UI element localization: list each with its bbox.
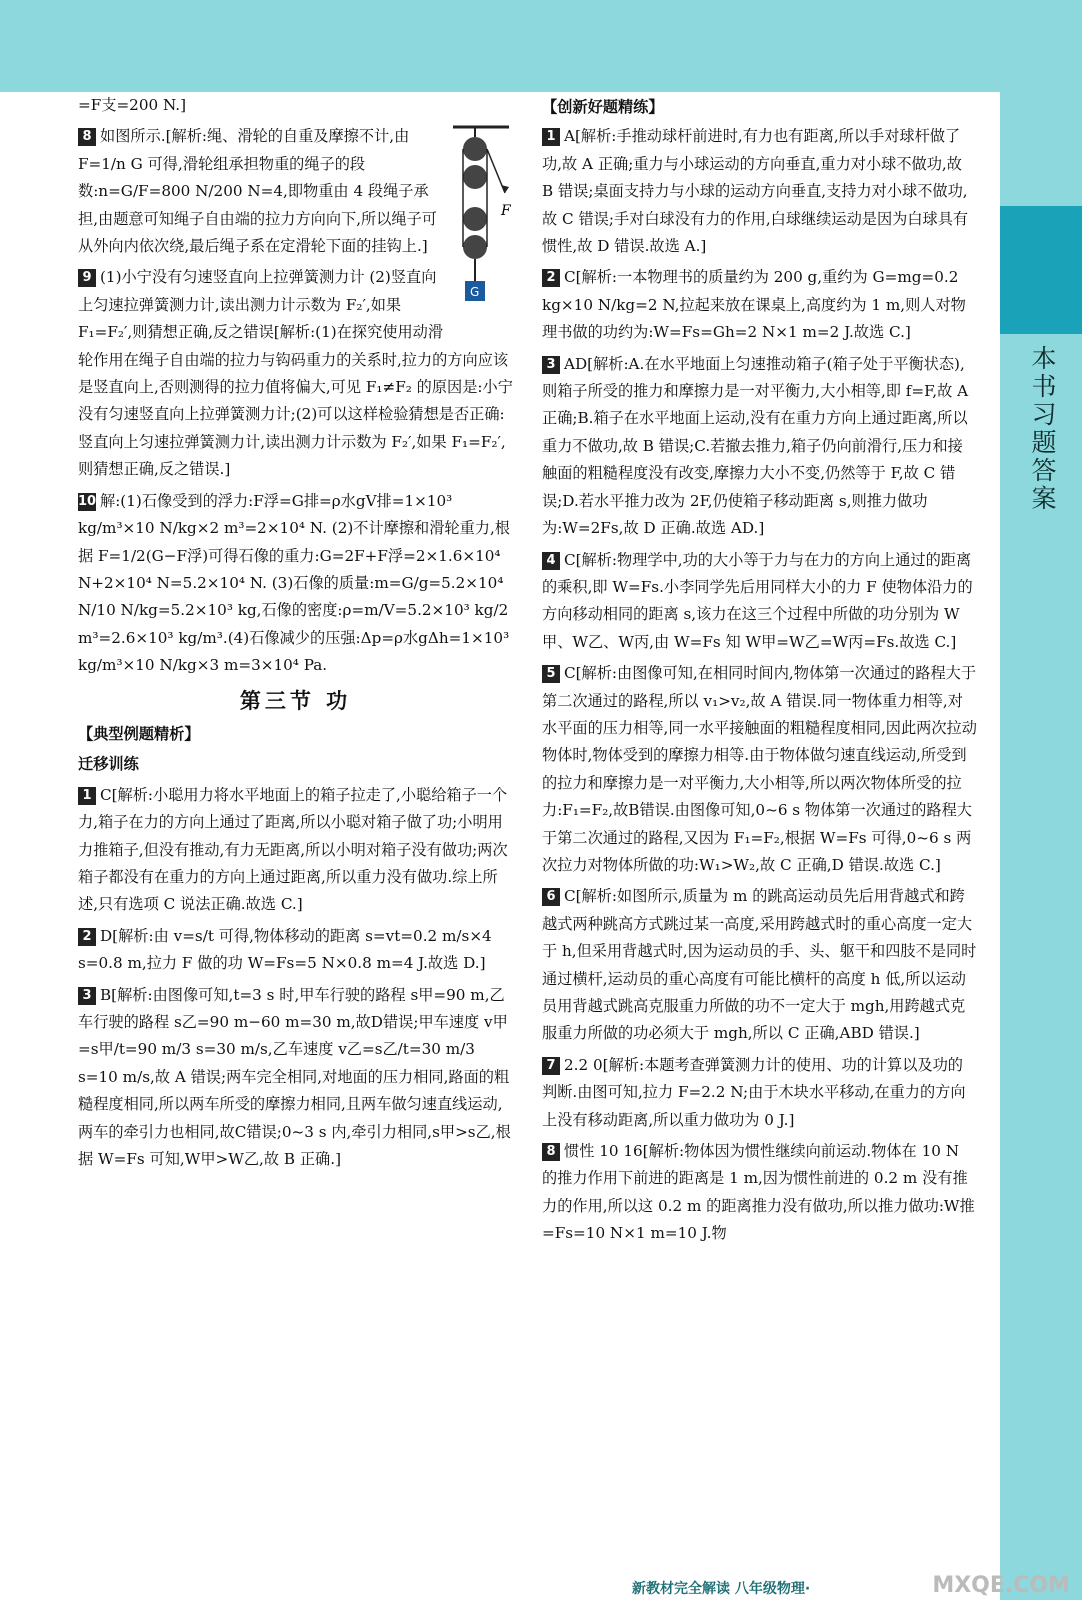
- practice-4: [542, 547, 977, 657]
- practice-8: [542, 1138, 977, 1248]
- transfer-3: [78, 982, 513, 1174]
- question-number: 9: [78, 269, 96, 287]
- question-number: 8: [78, 128, 96, 146]
- question-text: 2.2 0[解析:本题考查弹簧测力计的使用、功的计算以及功的判断.由图可知,拉力 F=2.2 N;由于木块水平移动,在重力的方向上没有移动距离,所以重力做功为 0 J.]: [542, 1055, 966, 1129]
- svg-text:G: G: [470, 285, 480, 300]
- practice-3: [542, 351, 977, 543]
- pulley-diagram: [449, 123, 513, 315]
- question-text: B[解析:由图像可知,t=3 s 时,甲车行驶的路程 s甲=90 m,乙车行驶的路程 s乙=90 m−60 m=30 m,故D错误;甲车速度 v甲=s甲/t=90 m/3 s=30 m/s,乙车速度 v乙=s乙/t=30 m/3 s=10 m/s,故 A 错误;两车完全相同,对地面的压力相同,路面的粗糙程度相同,所以两车所受的摩擦力相同,且两车做匀速直线运动,两车的牵引力也相同,故C错误;0~3 s 内,牵引力相同,s甲>s乙,根据 W=Fs 可知,W甲>W乙,故 B 正确.]: [78, 985, 511, 1169]
- section-title: 第三节 功: [239, 688, 352, 713]
- transfer-1: [78, 782, 513, 919]
- practice-1: [542, 123, 977, 260]
- question-10: [78, 488, 513, 680]
- question-number: 1: [542, 128, 560, 146]
- top-band: [0, 0, 1082, 92]
- question-text: 惯性 10 16[解析:物体因为惯性继续向前运动.物体在 10 N 的推力作用下前进的距离是 1 m,因为惯性前进的 0.2 m 没有推力的作用,所以这 0.2 m 的距离推力没有做功,所以推力做功:W推=Fs=10 N×1 m=10 J.物: [542, 1142, 975, 1243]
- question-number: 2: [78, 928, 96, 946]
- question-number: 10: [78, 493, 97, 509]
- right-column: [542, 92, 977, 1252]
- question-number: 8: [542, 1143, 560, 1161]
- practice-7: [542, 1052, 977, 1134]
- svg-text:F: F: [501, 203, 511, 220]
- watermark: MXQE.COM: [932, 1573, 1070, 1598]
- question-number: 2: [542, 269, 560, 287]
- page: [66, 92, 1000, 1578]
- question-text: C[解析:由图像可知,在相同时间内,物体第一次通过的路程大于第二次通过的路程,所以 v₁>v₂,故 A 错误.同一物体重力相等,对水平面的压力相等,同一水平接触面的粗糙程度相同,因此两次拉动物体时,物体受到的摩擦力相等.由于物体做匀速直线运动,所受到的拉力和摩擦力是一对平衡力,大小相等,所以两次物体所受的拉力:F₁=F₂,故B错误.由图像可知,0~6 s 物体第一次通过的路程大于第二次通过的路程,又因为 F₁=F₂,根据 W=Fs 可得,0~6 s 两次拉力对物体所做的功:W₁>W₂,故 C 正确,D 错误.故选 C.]: [542, 664, 977, 874]
- question-number: 3: [78, 987, 96, 1005]
- question-number: 5: [542, 665, 560, 683]
- question-text: C[解析:一本物理书的质量约为 200 g,重约为 G=mg=0.2 kg×10 N/kg=2 N,拉起来放在课桌上,高度约为 1 m,则人对物理书做的功约为:W=Fs=Gh=2 N×1 m=2 J.故选 C.]: [542, 268, 966, 342]
- left-column: [78, 92, 513, 1177]
- question-text: D[解析:由 v=s/t 可得,物体移动的距离 s=vt=0.2 m/s×4 s=0.8 m,拉力 F 做的功 W=Fs=5 N×0.8 m=4 J.故选 D.]: [78, 926, 492, 973]
- question-number: 4: [542, 552, 560, 570]
- question-number: 6: [542, 888, 560, 906]
- side-label: 本书习题答案: [1028, 345, 1057, 513]
- question-text: C[解析:物理学中,功的大小等于力与在力的方向上通过的距离的乘积,即 W=Fs.小李同学先后用同样大小的力 F 使物体沿力的方向移动相同的距离 s,该力在这三个过程中所做的功分别为 W甲、W乙、W丙,由 W=Fs 知 W甲=W乙=W丙=Fs.故选 C.]: [542, 550, 973, 651]
- question-8: [78, 123, 513, 300]
- side-tab: [1000, 206, 1082, 334]
- transfer-2: [78, 923, 513, 978]
- question-number: 3: [542, 356, 560, 374]
- question-number: 1: [78, 787, 96, 805]
- question-text: AD[解析:A.在水平地面上匀速推动箱子(箱子处于平衡状态),则箱子所受的推力和摩擦力是一对平衡力,大小相等,即 f=F,故 A 正确;B.箱子在水平地面上运动,没有在重力方向上通过距离,所以重力不做功,故 B 错误;C.若撤去推力,箱子仍向前滑行,压力和接触面的粗糙程度没有改变,摩擦力大小不变,仍然等于 F,故 C 错误;D.若水平推力改为 2F,仍使箱子移动距离 s,则推力做功为:W=2Fs,故 D 正确.故选 AD.]: [542, 354, 969, 538]
- question-text: C[解析:如图所示,质量为 m 的跳高运动员先后用背越式和跨越式两种跳高方式跳过某一高度,采用跨越式时的重心高度一定大于 h,但采用背越式时,因为运动员的手、头、躯干和四肢不是同时通过横杆,运动员的重心高度有可能比横杆的高度 h 低,所以运动员用背越式跳高克服重力所做的功不一定大于 mgh,用跨越式克服重力所做的功必须大于 mgh,所以 C 正确,ABD 错误.]: [542, 887, 977, 1043]
- question-text: (1)小宁没有匀速竖直向上拉弹簧测力计 (2)竖直向上匀速拉弹簧测力计,读出测力计示数为 F₂′,如果 F₁=F₂′,则猜想正确,反之错误[解析:(1)在探究使用动滑轮作用在绳子自由端的拉力与钩码重力的关系时,拉力的方向应该是竖直向上,否则测得的拉力值将偏大,可见 F₁≠F₂ 的原因是:小宁没有匀速竖直向上拉弹簧测力计;(2)可以这样检验猜想是否正确:竖直向上匀速拉弹簧测力计,读出测力计示数为 F₂′,如果 F₁=F₂′,则猜想正确,反之错误.]: [78, 268, 513, 479]
- question-9: [78, 264, 513, 483]
- question-number: 7: [542, 1057, 560, 1075]
- practice-6: [542, 883, 977, 1047]
- typical-heading: 【典型例题精析】: [78, 724, 200, 743]
- question-text: C[解析:小聪用力将水平地面上的箱子拉走了,小聪给箱子一个力,箱子在力的方向上通过了距离,所以小聪对箱子做了功;小明用力推箱子,但没有推动,有力无距离,所以小明对箱子没有做功;两次箱子都没有在重力的方向上通过距离,所以重力没有做功.综上所述,只有选项 C 说法正确.故选 C.]: [78, 785, 508, 914]
- innovation-heading: 【创新好题精练】: [542, 98, 664, 116]
- continued-line: =F支=200 N.]: [78, 96, 187, 114]
- transfer-heading: 迁移训练: [78, 755, 139, 774]
- practice-2: [542, 264, 977, 346]
- question-text: 如图所示.[解析:绳、滑轮的自重及摩擦不计,由 F=1/n G 可得,滑轮组承担物重的绳子的段数:n=G/F=800 N/200 N=4,即物重由 4 段绳子承担,由题意可知绳子自由端的拉力方向向下,所以绳子可从外向内依次绕,最后绳子系在定滑轮下面的挂钩上.]: [78, 127, 437, 256]
- page-footer: 新教材完全解读 八年级物理·: [632, 1581, 811, 1597]
- question-text: 解:(1)石像受到的浮力:F浮=G排=ρ水gV排=1×10³ kg/m³×10 N/kg×2 m³=2×10⁴ N. (2)不计摩擦和滑轮重力,根据 F=1/2(G−F浮)可得石像的重力:G=2F+F浮=2×1.6×10⁴ N+2×10⁴ N=5.2×10⁴ N. (3)石像的质量:m=G/g=5.2×10⁴ N/10 N/kg=5.2×10³ kg,石像的密度:ρ=m/V=5.2×10³ kg/2 m³=2.6×10³ kg/m³.(4)石像减少的压强:Δp=ρ水gΔh=1×10³ kg/m³×10 N/kg×3 m=3×10⁴ Pa.: [78, 491, 510, 675]
- question-text: A[解析:手推动球杆前进时,有力也有距离,所以手对球杆做了功,故 A 正确;重力与小球运动的方向垂直,重力对小球不做功,故 B 错误;桌面支持力与小球的运动方向垂直,支持力对小球不做功,故 C 错误;手对白球没有力的作用,白球继续运动是因为白球具有惯性,故 D 错误.故选 A.]: [542, 127, 969, 256]
- practice-5: [542, 660, 977, 879]
